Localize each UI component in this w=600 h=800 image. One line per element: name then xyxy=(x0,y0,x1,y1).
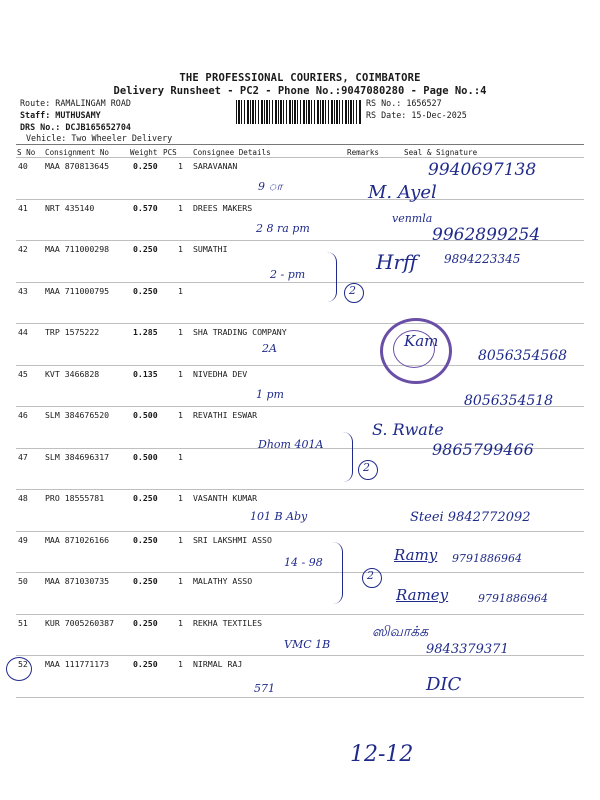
col-sno: S No xyxy=(17,148,36,157)
row-sno: 45 xyxy=(18,368,28,379)
company-stamp xyxy=(380,318,452,384)
hw-r40-sign: M. Ayel xyxy=(368,182,437,203)
hw-r44-sign: Kam xyxy=(404,332,439,350)
row-divider xyxy=(16,199,584,200)
hw-r52-sign: DIC xyxy=(426,674,462,695)
hw-r48-time: 101 B Aby xyxy=(250,510,308,523)
hw-r41-time: 2 8 ra pm xyxy=(256,222,310,235)
row-divider xyxy=(16,614,584,615)
row-consignment-no: KUR 7005260387 xyxy=(45,617,115,628)
row-weight: 0.500 xyxy=(133,451,158,462)
row-weight: 0.570 xyxy=(133,202,158,213)
row-consignment-no: PRO 18555781 xyxy=(45,493,105,503)
hw-footer-note: 12-12 xyxy=(350,742,414,767)
col-pcs: PCS xyxy=(163,148,177,157)
hw-count-1: 2 xyxy=(349,284,356,297)
hw-r46-phone-a: 8056354518 xyxy=(464,393,554,409)
row-sno: 40 xyxy=(18,161,28,171)
row-consignment-no: TRP 1575222 xyxy=(45,327,100,337)
row-consignment-no: MAA 871026166 xyxy=(45,534,110,545)
runsheet-subtitle: Delivery Runsheet - PC2 - Phone No.:9047080280 - Page No.:4 xyxy=(113,85,487,97)
hw-r50-sign: Ramey xyxy=(396,586,449,604)
hw-r42-sign: Hrff xyxy=(376,250,418,274)
col-consignee: Consignee Details xyxy=(193,148,271,157)
row-sno: 51 xyxy=(18,617,28,628)
row-consignment-no: SLM 384676520 xyxy=(45,410,110,420)
hw-r51-phone: 9843379371 xyxy=(426,642,509,657)
row-pcs: 1 xyxy=(178,617,183,628)
hw-r46-phone-b: 9865799466 xyxy=(432,440,534,459)
row-sno: 43 xyxy=(18,285,28,296)
drs-number: DRS No.: DCJB165652704 xyxy=(20,122,131,132)
row-pcs: 1 xyxy=(178,576,183,586)
row-52-circle xyxy=(6,657,32,681)
row-consignee: SHA TRADING COMPANY xyxy=(193,327,287,337)
row-consignee: NIVEDHA DEV xyxy=(193,368,248,379)
brace-42-43 xyxy=(326,252,337,302)
row-consignment-no: SLM 384696317 xyxy=(45,451,110,462)
row-divider xyxy=(16,365,584,366)
row-consignment-no: MAA 870813645 xyxy=(45,161,110,171)
row-divider xyxy=(16,572,584,573)
row-pcs: 1 xyxy=(178,493,183,503)
row-consignee: SUMATHI xyxy=(193,244,228,254)
row-consignee: VASANTH KUMAR xyxy=(193,493,258,503)
row-pcs: 1 xyxy=(178,202,183,213)
row-consignment-no: MAA 711000795 xyxy=(45,285,110,296)
row-sno: 46 xyxy=(18,410,28,420)
row-pcs: 1 xyxy=(178,451,183,462)
row-weight: 0.250 xyxy=(133,244,158,254)
page-title: THE PROFESSIONAL COURIERS, COIMBATORE xyxy=(179,72,421,84)
row-weight: 0.250 xyxy=(133,617,158,628)
row-consignment-no: MAA 871030735 xyxy=(45,576,110,586)
row-divider xyxy=(16,323,584,324)
row-pcs: 1 xyxy=(178,534,183,545)
row-divider xyxy=(16,531,584,532)
vehicle-label: Vehicle: Two Wheeler Delivery xyxy=(26,133,173,143)
hw-count-3: 2 xyxy=(367,569,374,582)
row-weight: 0.250 xyxy=(133,161,158,171)
row-consignee: REVATHI ESWAR xyxy=(193,410,258,420)
row-consignee: SARAVANAN xyxy=(193,161,238,171)
row-divider xyxy=(16,282,584,283)
row-weight: 0.250 xyxy=(133,285,158,296)
hw-r52-time: 571 xyxy=(254,682,275,695)
brace-46-47 xyxy=(342,432,353,482)
header-rule-bottom xyxy=(16,157,584,158)
row-weight: 0.135 xyxy=(133,368,158,379)
row-weight: 0.250 xyxy=(133,576,158,586)
staff-label: Staff: MUTHUSAMY xyxy=(20,110,101,120)
hw-r49-time: 14 - 98 xyxy=(284,556,323,569)
row-pcs: 1 xyxy=(178,659,183,669)
row-consignee: DREES MAKERS xyxy=(193,202,253,213)
rs-number: RS No.: 1656527 xyxy=(366,98,442,108)
row-weight: 0.250 xyxy=(133,493,158,503)
hw-r49-sign: Ramy xyxy=(394,546,438,564)
row-sno: 50 xyxy=(18,576,28,586)
hw-r51-sign: ஸிவாக்க xyxy=(372,624,429,640)
row-divider xyxy=(16,697,584,698)
rs-date: RS Date: 15-Dec-2025 xyxy=(366,110,467,120)
header-rule-top xyxy=(16,144,584,145)
hw-r41-phone: 9962899254 xyxy=(432,225,541,245)
row-consignment-no: MAA 711000298 xyxy=(45,244,110,254)
hw-r40-time: 9 ா xyxy=(258,180,283,193)
row-consignee: REKHA TEXTILES xyxy=(193,617,263,628)
hw-r44-time: 2A xyxy=(262,342,277,355)
row-weight: 0.250 xyxy=(133,659,158,669)
route-label: Route: RAMALINGAM ROAD xyxy=(20,98,131,108)
row-weight: 0.250 xyxy=(133,534,158,545)
row-consignment-no: NRT 435140 xyxy=(45,202,95,213)
row-pcs: 1 xyxy=(178,285,183,296)
hw-r50-phone: 9791886964 xyxy=(478,592,548,605)
hw-r42-phone: 9894223345 xyxy=(444,252,521,266)
col-seal: Seal & Signature xyxy=(404,148,478,157)
hw-r46-time: Dhom 401A xyxy=(258,438,324,451)
row-weight: 1.285 xyxy=(133,327,158,337)
row-pcs: 1 xyxy=(178,161,183,171)
hw-r40-phone: 9940697138 xyxy=(428,160,537,180)
row-sno: 52 xyxy=(18,659,28,669)
col-weight: Weight xyxy=(130,148,158,157)
row-consignee: MALATHY ASSO xyxy=(193,576,253,586)
hw-count-2: 2 xyxy=(363,461,370,474)
row-divider xyxy=(16,489,584,490)
col-consignment: Consignment No xyxy=(45,148,110,157)
barcode xyxy=(236,100,362,124)
row-consignee: SRI LAKSHMI ASSO xyxy=(193,534,272,545)
row-weight: 0.500 xyxy=(133,410,158,420)
row-sno: 48 xyxy=(18,493,28,503)
row-pcs: 1 xyxy=(178,244,183,254)
hw-r42-time: 2 - pm xyxy=(270,268,306,281)
hw-r49-phone: 9791886964 xyxy=(452,552,522,565)
row-pcs: 1 xyxy=(178,368,183,379)
row-pcs: 1 xyxy=(178,327,183,337)
hw-r51-time: VMC 1B xyxy=(284,638,331,651)
row-sno: 42 xyxy=(18,244,28,254)
row-sno: 47 xyxy=(18,451,28,462)
hw-r48-note: Steei 9842772092 xyxy=(410,510,531,525)
row-sno: 49 xyxy=(18,534,28,545)
brace-49-50 xyxy=(332,542,343,604)
row-consignee: NIRMAL RAJ xyxy=(193,659,243,669)
hw-r45-phone: 8056354568 xyxy=(478,348,568,364)
row-consignment-no: KVT 3466828 xyxy=(45,368,100,379)
row-sno: 41 xyxy=(18,202,28,213)
hw-r41-note: venmla xyxy=(392,212,433,225)
hw-r46-sign: S. Rwate xyxy=(372,420,444,439)
col-remarks: Remarks xyxy=(347,148,380,157)
hw-r45-time: 1 pm xyxy=(256,388,284,401)
row-pcs: 1 xyxy=(178,410,183,420)
row-sno: 44 xyxy=(18,327,28,337)
row-consignment-no: MAA 111771173 xyxy=(45,659,110,669)
